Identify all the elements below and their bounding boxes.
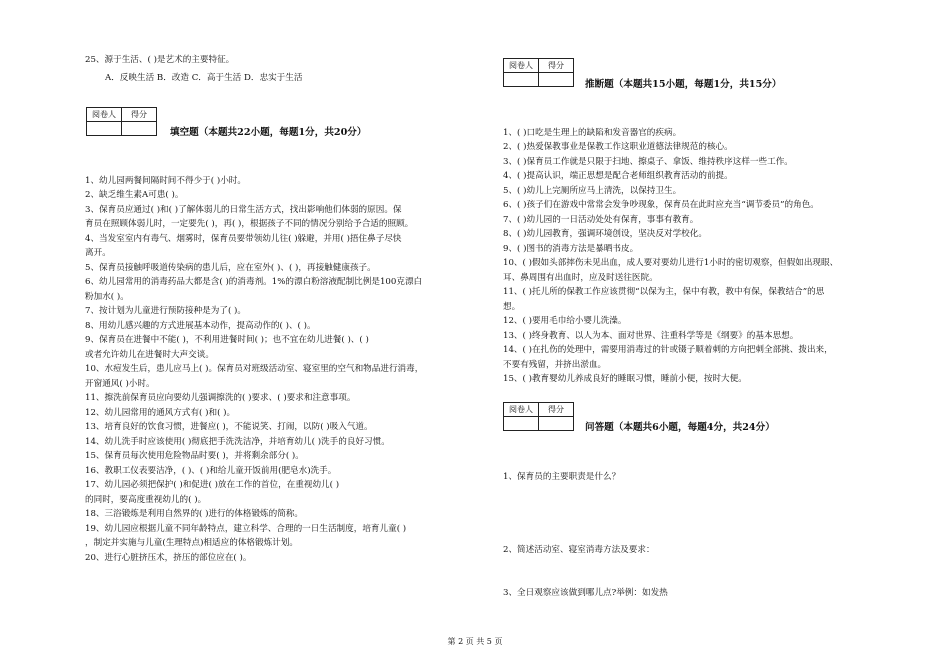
judge-line: 14、( )在扎伤的处理中，需要用消毒过的针或镊子顺着刺的方向把刺全部挑、拨出来， [503,345,833,355]
judge-line: 12、( )要用毛巾给小婴儿洗澡。 [503,316,627,326]
fill-line: 10、水痘发生后，患儿应马上( )。保育员对班级活动室、寝室里的空气和物品进行消毒， [85,364,424,374]
fill-line: 7、按计划为儿童进行预防接种是为了( )。 [85,306,246,316]
judge-line: 7、( )幼儿园的一日活动处处有保育，事事有教育。 [503,215,699,225]
fill-line: 17、幼儿园必须把保护( )和促进( )放在工作的首位，在重视幼儿( ) [85,480,340,490]
fill-line: 13、培育良好的饮食习惯，进餐应( )，不能说笑、打闹，以防( )吸入气道。 [85,422,373,432]
fill-line: 12、幼儿园常用的通风方式有( )和( )。 [85,408,236,418]
question-25-options: A．反映生活 B．改造 C．高于生活 D．忠实于生活 [105,73,303,83]
reviewer-cell [87,122,122,136]
question-25-stem: 25、源于生活、( )是艺术的主要特征。 [85,55,235,65]
judge-score-box [503,58,574,87]
fill-line: 2、缺乏维生素A可患( )。 [85,190,184,200]
fill-line: 1、幼儿园两餐间隔时间不得少于( )小时。 [85,176,246,186]
judge-line: 耳、鼻周围有出血时，应及时送往医院。 [503,273,658,283]
fill-line: 4、当发室室内有毒气、烟雾时，保育员要带领幼儿往( )躲避，并用( )捂住鼻子尽快 [85,234,402,244]
fill-line: 20、进行心脏挤压术，挤压的部位应在( )。 [85,553,252,563]
judge-line: 6、( )孩子们在游戏中常常会发争吵现象，保育员在此时应充当“调节委员”的角色。 [503,200,819,210]
fill-line: 8、用幼儿感兴趣的方式进展基本动作，提高动作的( )、( )。 [85,321,316,331]
reviewer-cell [504,417,539,431]
score-cell [539,417,574,431]
qa-section-title: 问答题（本题共6小题，每题4分，共24分） [585,422,775,433]
fill-line: 19、幼儿园应根据儿童不同年龄特点，建立科学、合理的一日生活制度，培育儿童( ) [85,524,407,534]
score-cell [539,73,574,87]
judge-line: 13、( )终身教育、以人为本、面对世界、注重科学等是《纲要》的基本思想。 [503,331,799,341]
fill-line: 开窗通风( )小时。 [85,379,155,389]
judge-line: 9、( )图书的消毒方法是暴晒书皮。 [503,244,639,254]
score-cell [122,122,157,136]
fill-line: 离开。 [85,248,111,258]
fill-line: 14、幼儿洗手时应该使用( )彻底把手洗洗洁净，并培育幼儿( )洗手的良好习惯。 [85,437,390,447]
judge-line: 5、( )幼儿上完厕所应马上清洗，以保持卫生。 [503,186,682,196]
judge-line: 2、( )热爱保教事业是保教工作这职业道德法律规范的核心。 [503,142,733,152]
reviewer-label: 阅卷人 [87,108,122,122]
score-label: 得分 [122,108,157,122]
judge-line: 不要有残留，并挤出淤血。 [503,360,607,370]
qa-item: 3、全日观察应该做到哪儿点?举例：如发热 [503,588,668,598]
fill-score-box [86,107,157,136]
qa-item: 1、保育员的主要职责是什么？ [503,472,621,482]
judge-line: 1、( )口吃是生理上的缺陷和发音器官的疾病。 [503,128,682,138]
judge-line: 15、( )教育婴幼儿养成良好的睡眠习惯，睡前小便，按时大便。 [503,374,747,384]
fill-line: 18、三浴锻炼是利用自然界的( )进行的体格锻炼的简称。 [85,509,304,519]
reviewer-cell [504,73,539,87]
fill-line: 3、保育员应通过( )和( )了解体弱儿的日常生活方式，找出影响他们体弱的原因。保 [85,205,402,215]
fill-line: 粉加水( )。 [85,292,129,302]
page-number: 第 2 页 共 5 页 [447,637,503,646]
fill-section-title: 填空题（本题共22小题，每题1分，共20分） [170,127,367,138]
judge-line: 3、( )保育员工作就是只限于扫地、擦桌子、拿饭、维持秩序这样一些工作。 [503,157,793,167]
fill-line: 9、保育员在进餐中不能( )，不利用进餐时间( )；也不宜在幼儿进餐( )、( ) [85,335,369,345]
score-label: 得分 [539,403,574,417]
fill-line: 6、幼儿园常用的消毒药品大都是含( )的消毒剂。1%的漂白粉溶液配制比例是100克漂白 [85,277,423,287]
qa-item: 2、简述活动室、寝室消毒方法及要求： [503,545,655,555]
judge-line: 4、( )提高认识，端正思想是配合老师组织教育活动的前提。 [503,171,733,181]
fill-line: 11、擦洗前保育员应向要幼儿强调擦洗的( )要求、( )要求和注意事项。 [85,393,356,403]
fill-line: 5、保育员接触呼吸道传染病的患儿后，应在室外( )、( )，再接触健康孩子。 [85,263,376,273]
fill-line: 16、教职工仪表要洁净，( )、( )和给儿童开饭前用(肥皂水)洗手。 [85,466,337,476]
fill-line: 15、保育员每次使用危险物品时要( )，并将剩余部分( )。 [85,451,304,461]
judge-line: 想。 [503,302,521,312]
score-label: 得分 [539,59,574,73]
fill-line: ，制定并实施与儿童(生理特点)相适应的体格锻炼计划。 [85,538,298,548]
reviewer-label: 阅卷人 [504,403,539,417]
fill-line: 或者允许幼儿在进餐时大声交谈。 [85,350,214,360]
qa-score-box [503,402,574,431]
reviewer-label: 阅卷人 [504,59,539,73]
fill-line: 育员在照顾体弱儿时，一定要先( )，再( )，根据孩子不同的情况分别给予合适的照顾。 [85,219,414,229]
judge-line: 8、( )幼儿园教育，强调环境创设，坚决反对学校化。 [503,229,707,239]
judge-line: 11、( )托儿所的保教工作应该贯彻“以保为主，保中有教，教中有保，保教结合”的思 [503,287,825,297]
fill-line: 的同时，要高度重视幼儿的( )。 [85,495,207,505]
judge-section-title: 推断题（本题共15小题，每题1分，共15分） [585,79,782,90]
judge-line: 10、( )假如头部摔伤未见出血，成人要对要幼儿进行1小时的密切观察，但假如出现眼、 [503,258,839,268]
